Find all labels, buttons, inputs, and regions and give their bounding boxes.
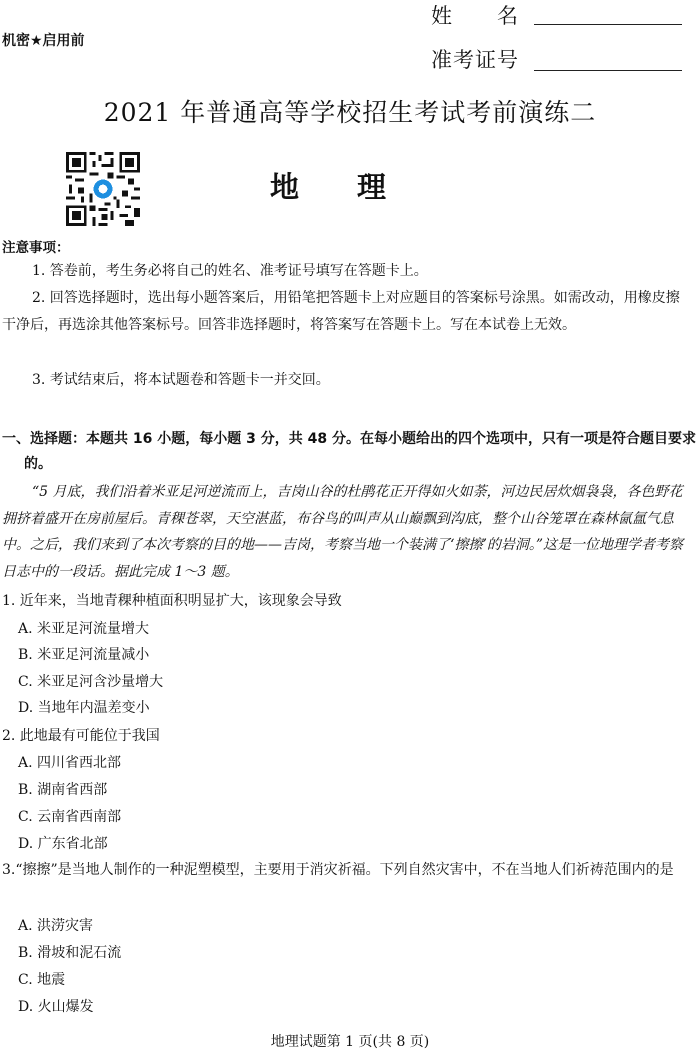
q3-option-a[interactable]: A. 洪涝灾害 bbox=[18, 918, 94, 934]
name-underline[interactable] bbox=[534, 24, 682, 25]
question-3-stem: 3.“擦擦”是当地人制作的一种泥塑模型，主要用于消灾祈福。下列自然灾害中，不在当地人们祈祷范围内的是 bbox=[2, 862, 674, 878]
q2-option-d[interactable]: D. 广东省北部 bbox=[18, 836, 108, 852]
q2-option-a[interactable]: A. 四川省西北部 bbox=[18, 755, 122, 771]
q3-option-c[interactable]: C. 地震 bbox=[18, 972, 66, 988]
notice-item-3: 3. 考试结束后，将本试题卷和答题卡一并交回。 bbox=[32, 372, 330, 388]
q3-option-d[interactable]: D. 火山爆发 bbox=[18, 999, 94, 1015]
reading-passage: “5 月底，我们沿着米亚足河逆流而上，吉岗山谷的杜鹃花正开得如火如荼，河边民居炊烟袅袅，各色野花拥挤着盛开在房前屋后。青稞苍翠，天空湛蓝，布谷鸟的叫声从山巅飘到沟底，整个山谷笼罩在森林氤氲气息中。之后，我们来到了本次考察的目的地——吉岗，考察当地一个装满了‘擦擦’的岩洞。”这是一位地理学者考察日志中的一段话。据此完成 1～3 题。 bbox=[2, 484, 684, 580]
notice-item-1: 1. 答卷前，考生务必将自己的姓名、准考证号填写在答题卡上。 bbox=[32, 263, 428, 279]
subject-title: 地 理 bbox=[270, 170, 387, 204]
page-footer: 地理试题第 1 页(共 8 页) bbox=[270, 1034, 430, 1050]
q2-option-c[interactable]: C. 云南省西南部 bbox=[18, 809, 122, 825]
notice-item-2: 2. 回答选择题时，选出每小题答案后，用铅笔把答题卡上对应题目的答案标号涂黑。如需改动，用橡皮擦干净后，再选涂其他答案标号。回答非选择题时，将答案写在答题卡上。写在本试卷上无效。 bbox=[2, 290, 680, 333]
question-2-stem: 2. 此地最有可能位于我国 bbox=[2, 728, 160, 744]
confidential-mark: 机密★启用前 bbox=[2, 33, 85, 49]
qr-code-icon bbox=[66, 152, 140, 226]
exam-number-underline[interactable] bbox=[534, 70, 682, 71]
q3-option-b[interactable]: B. 滑坡和泥石流 bbox=[18, 945, 122, 961]
q1-option-c[interactable]: C. 米亚足河含沙量增大 bbox=[18, 674, 164, 690]
q1-option-d[interactable]: D. 当地年内温差变小 bbox=[18, 700, 150, 716]
q2-option-b[interactable]: B. 湖南省西部 bbox=[18, 782, 108, 798]
q1-option-a[interactable]: A. 米亚足河流量增大 bbox=[18, 621, 150, 637]
notice-heading: 注意事项： bbox=[2, 240, 70, 256]
question-1-stem: 1. 近年来，当地青稞种植面积明显扩大，该现象会导致 bbox=[2, 593, 342, 609]
section-heading: 一、选择题：本题共 16 小题，每小题 3 分，共 48 分。在每小题给出的四个选项中，只有一项是符合题目要求的。 bbox=[2, 431, 696, 472]
q1-option-b[interactable]: B. 米亚足河流量减小 bbox=[18, 647, 150, 663]
exam-number-label: 准考证号 bbox=[431, 48, 519, 72]
name-label: 姓 名 bbox=[431, 4, 519, 28]
exam-title: 2021 年普通高等学校招生考试考前演练二 bbox=[103, 98, 597, 127]
